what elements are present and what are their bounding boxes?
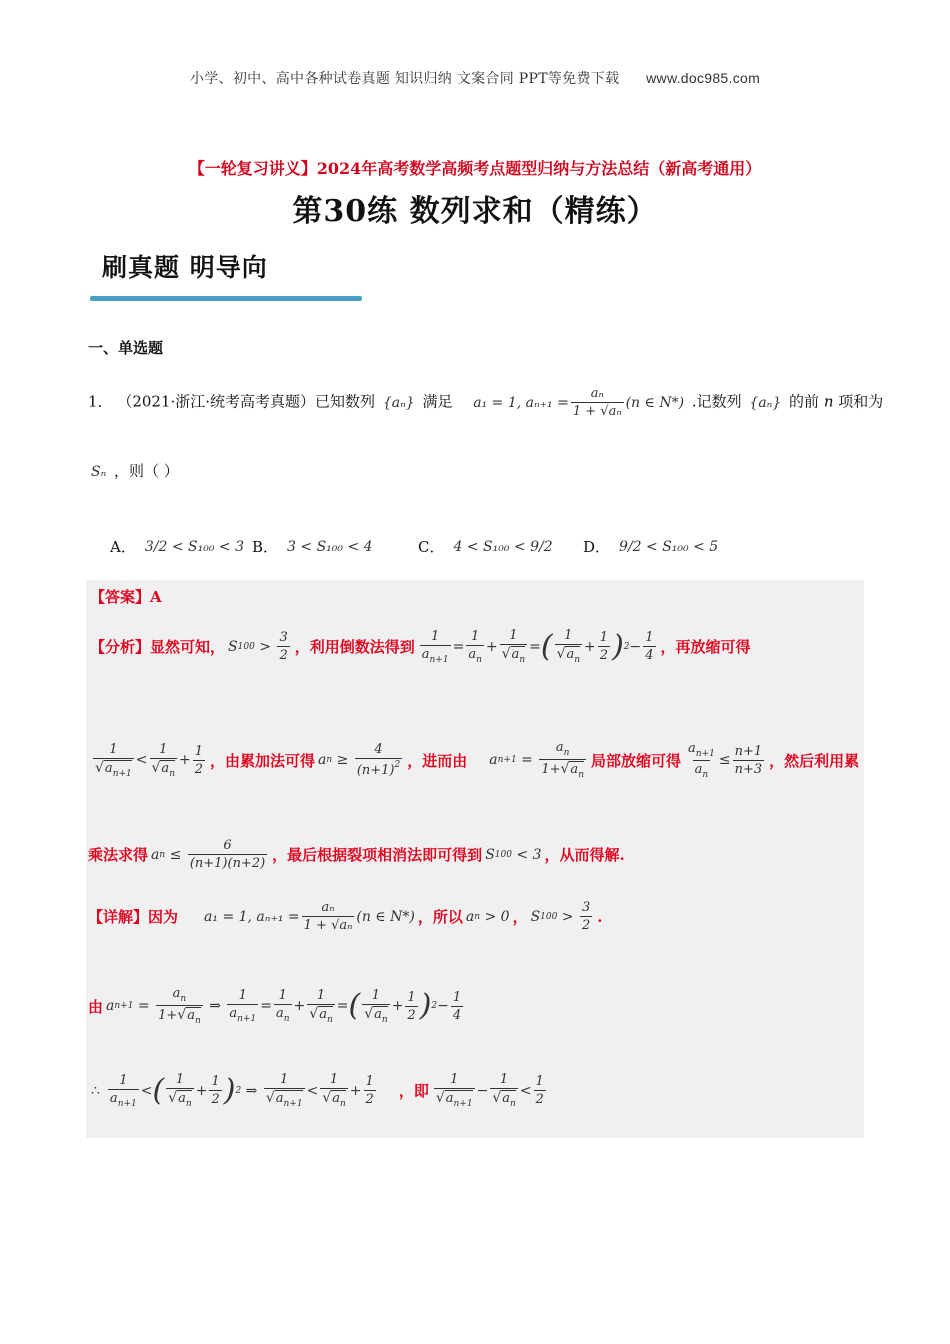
first-n-text: 的前	[789, 392, 820, 411]
detail-because: 因为	[148, 908, 179, 926]
section-heading: 一、单选题	[88, 339, 164, 357]
analysis-formula-3: $\frac{1}{√a_{n+1}}$ < $\frac{1}{√a_n}$ + $\frac{1}{2}$	[95, 741, 203, 779]
analysis-formula-6: $\frac{a_{n+1}}{a_n}$ ≤ $\frac{n+1}{n+3}$	[688, 740, 763, 780]
record-text: .记数列	[691, 392, 742, 411]
cond-n: (n ∈ N*)	[625, 394, 685, 411]
analysis-text-5: ，进而由	[407, 751, 468, 770]
analysis-formula-5: a n+1 = $\frac{a_n}{1+√a_n}$	[489, 740, 584, 780]
doc-subtitle: 【一轮复习讲义】2024年高考数学高频考点题型归纳与方法总结（新高考通用）	[188, 159, 762, 178]
detail-ie: ，即	[398, 1082, 429, 1100]
detail-cond-num: aₙ	[321, 900, 335, 915]
detail-from: 由	[88, 997, 104, 1016]
analysis-line-3	[88, 838, 625, 871]
site-url-link[interactable]: www.doc985.com	[646, 70, 761, 86]
option-c[interactable]	[418, 536, 556, 557]
analysis-label: 【分析】	[90, 638, 151, 656]
detail-comma: ，	[512, 908, 528, 926]
option-a-expr: 3/2 < S₁₀₀ < 3	[144, 538, 244, 555]
analysis-line-2	[88, 740, 859, 780]
analysis-text-3: ，再放缩可得	[660, 638, 751, 656]
detail-formula-4: a n+1 = $\frac{a_n}{1+√a_n}$ ⇒ $\frac{1}{a_{n+1}}$ = $\frac{1}{a_n}$ + $\frac{1}{√a_n}$ = ( $\frac{1}{√a_n}$ + $\frac{1}{2}$ ) 2 − $\frac{1}{4}$	[106, 986, 462, 1026]
detail-cond-lhs: a₁ = 1, aₙ₊₁ =	[204, 908, 300, 925]
option-a-label: A．	[110, 538, 136, 556]
cond-den: 1 + √aₙ	[572, 404, 622, 419]
seq-a-2: {aₙ}	[749, 394, 782, 411]
option-d[interactable]	[583, 536, 721, 557]
option-d-label: D．	[583, 538, 611, 556]
answer-value: A	[150, 587, 162, 606]
detail-line-1	[88, 900, 603, 933]
analysis-text-1: 显然可知，	[150, 638, 226, 656]
analysis-text-9: ，最后根据裂项相消法即可得到	[272, 846, 483, 864]
seq-a: {aₙ}	[382, 394, 415, 411]
condition-formula	[473, 386, 684, 419]
question-continuation	[88, 460, 179, 481]
option-b-expr: 3 < S₁₀₀ < 4	[287, 538, 373, 555]
detail-formula-6: $\frac{1}{√a_{n+1}}$ − $\frac{1}{√a_n}$ < $\frac{1}{2}$	[435, 1072, 544, 1109]
analysis-text-8: 乘法求得	[88, 846, 149, 864]
banner-underline	[90, 296, 362, 301]
detail-so: ，所以	[417, 908, 463, 926]
analysis-formula-1: S 100 > $\frac{3}{2}$	[228, 630, 288, 663]
analysis-text-2: ，利用倒数法得到	[294, 638, 415, 656]
analysis-line-1	[90, 628, 751, 665]
satisfy-text: 满足	[422, 392, 453, 411]
option-c-expr: 4 < S₁₀₀ < 9/2	[453, 538, 553, 555]
n-var: n	[823, 392, 834, 411]
detail-label: 【详解】	[88, 908, 149, 926]
detail-formula-5: $\frac{1}{a_{n+1}}$ < ( $\frac{1}{√a_n}$ + $\frac{1}{2}$ ) 2 ⇒ $\frac{1}{√a_{n+1}}$ < $\frac{1}{√a_n}$ + $\frac{1}{2}$	[109, 1072, 374, 1109]
site-header-text: 小学、初中、高中各种试卷真题 知识归纳 文案合同 PPT等免费下载	[189, 71, 620, 87]
page-title: 第30练 数列求和（精练）	[292, 194, 658, 229]
answer-line	[90, 586, 162, 607]
analysis-text-4: ，由累加法可得	[210, 751, 316, 770]
detail-line-3	[88, 1072, 551, 1109]
analysis-formula-8: S 100 < 3	[485, 846, 542, 863]
analysis-formula-4: a n ≥ $\frac{4}{(n+1)^2}$	[318, 742, 401, 778]
sum-is-text: 项和为	[838, 392, 884, 411]
option-c-label: C．	[418, 538, 445, 556]
question-source: （2021·浙江·统考高考真题）已知数列	[117, 392, 376, 411]
analysis-formula-7: a n ≤ $\frac{6}{(n+1)(n+2)}$	[151, 838, 266, 871]
detail-cond-n: (n ∈ N*)	[356, 908, 415, 925]
analysis-text-6: 局部放缩可得	[590, 751, 681, 770]
option-a[interactable]	[110, 536, 247, 557]
detail-cond-den: 1 + √aₙ	[303, 918, 353, 933]
then-text: ，则（ ）	[114, 462, 179, 480]
site-header	[0, 68, 950, 88]
detail-therefore: ∴	[91, 1082, 100, 1099]
sn-symbol: Sₙ	[91, 464, 107, 480]
question-line	[88, 386, 883, 419]
cond-fraction	[571, 386, 624, 419]
detail-period: .	[597, 907, 603, 926]
detail-formula-1	[204, 900, 415, 933]
question-number: 1．	[88, 392, 113, 411]
detail-line-2	[88, 986, 468, 1026]
option-d-expr: 9/2 < S₁₀₀ < 5	[619, 538, 719, 555]
option-b-label: B．	[252, 538, 279, 556]
detail-formula-2: a n > 0	[465, 908, 510, 925]
option-b[interactable]	[252, 536, 376, 557]
analysis-formula-2: $\frac{1}{a_{n+1}}$ = $\frac{1}{a_n}$ + $\frac{1}{√a_n}$ = ( $\frac{1}{√a_n}$ + $\frac{1}{2}$ ) 2 − $\frac{1}{4}$	[421, 628, 654, 665]
detail-formula-3: S 100 > $\frac{3}{2}$	[530, 900, 591, 933]
analysis-text-7: ，然后利用累	[769, 751, 860, 770]
section-banner: 刷真题 明导向	[102, 253, 268, 282]
answer-label: 【答案】	[90, 588, 151, 606]
analysis-text-10: ，从而得解.	[544, 846, 625, 864]
cond-num: aₙ	[590, 386, 604, 401]
cond-lhs: a₁ = 1, aₙ₊₁ =	[473, 394, 569, 411]
